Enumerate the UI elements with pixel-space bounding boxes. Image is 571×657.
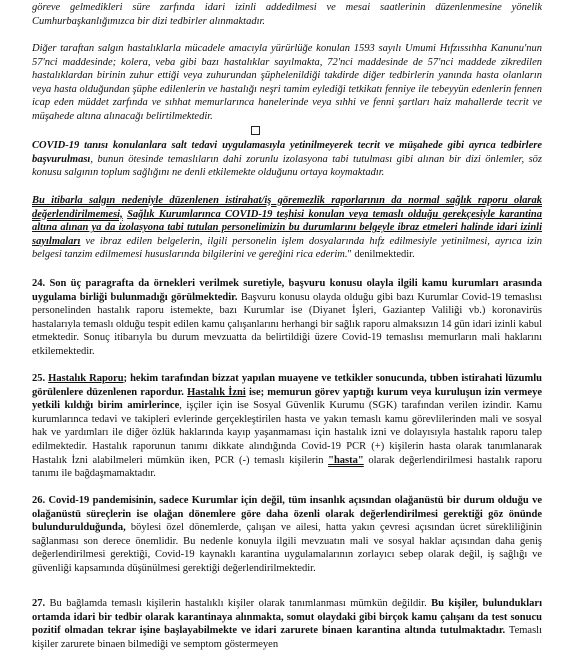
paragraph-text: göreve gelmedikleri süre zarfında idari izinli addedilmesi ve mesai saatlerinin düzenlenmesine yönelik Cumhurbaşkanlığımızca bir dizi tedbirler alınmaktadır. — [32, 2, 542, 27]
term-hastalik-raporu: Hastalık Raporu — [48, 373, 124, 384]
paragraph-text: Bu bağlamda temaslı kişilerin hastalıklı kişiler olarak tanımlanması mümkün değildir. — [45, 598, 432, 609]
bold-emphasis: ; hekim tarafından bizzat yapılan muayene ve tetkikler sonucunda, tıbben istirahati lüzumlu görülenlere düzenlenen rapordur. — [32, 373, 543, 398]
term-hastalik-izni: Hastalık İzni — [187, 386, 246, 398]
paragraph-text: Temaslı kişiler zarurete binaen bilmediği ve semptom göstermeyen — [32, 625, 542, 650]
bold-emphasis: ise; memurun görev yaptığı kurum veya kuruluşun izin vermeye yetkili kıldığı birim amirlerince — [32, 386, 543, 412]
paragraph-text: , bunun ötesinde temaslıların dahi zorunlu izolasyona tabi tutulması gibi alınan bir dizi önlemler, söz konusu salgının toplum sağlığını ne denli etkilemekte olduğunu ortaya koymaktadır. — [32, 153, 542, 179]
paragraph-27 — [32, 597, 542, 651]
bold-emphasis: Covid-19 pandemisinin, sadece Kurumlar için değil, tüm insanlık açısından olağanüstü bir durum olduğu ve olağanüstü süreçlerin ise olağan dönemlere göre daha özenli olarak değerlendirilmesi gerektiği göz önünde bulundurulduğunda, — [32, 495, 542, 534]
paragraph-text: Diğer taraftan salgın hastalıklarla mücadele amacıyla yürürlüğe konulan 1593 sayılı Umumi Hıfzıssıhha Kanunu'nun 57'nci maddesinde; kolera, veba gibi bazı hastalıklar sayılmakta, 72'nci maddesinde de 57'nci maddede zikredilen hastalıklardan birinin zuhur ettiği veya zuhurundan şüphelenildiği takdirde diğer tedbirlerin yanında hasta olanların veya hasta olduğundan şüphe edilenlerin ve hastalığı neşri tamim eylediği tetkikatı fenniye ile tebeyyün edenlerin fennen icap eden müddet zarfında ve sıhhat memurlarınca hanelerinde veya sıhhi ve fenni şartları haiz mahallerde tecrit ve müşahede altına alınacağı belirtilmektedir. — [32, 43, 542, 122]
paragraph-number: 25. — [32, 373, 46, 384]
paragraph-intro-continuation — [32, 1, 542, 28]
bold-emphasis: COVID-19 tanısı konulanlara salt tedavi uygulamasıyla yetinilmeyerek tecrit ve müşahede gibi ayrıca tedbirlere başvurulması — [32, 140, 542, 165]
paragraph-text: Başvuru konusu olayda olduğu gibi bazı Kurumlar Covid-19 temaslısı personelinden hastalık raporu istemekte, bazı Kurumlar ise (Diyanet İşleri, Gaziantep Valiliği vb.) koronavirüs hastalarıyla temaslı olduğu tespit edilen kamu çalışanlarını herhangi bir sağlık raporu almaksızın 14 gün idari izinli kabul etmektedir. Sonuç itibarıyla bu durum mevzuatta da belirtildiği üzere Covid-19 temaslısı memurların mali haklarını etkilemektedir. — [32, 291, 542, 357]
underlined-emphasis: Sağlık Kurumlarınca COVID-19 teşhisi konulan veya temaslı olduğu gerekçesiyle karantina altına alınan ya da izolasyona tabi tutulan personelimizin bu durumlarını belgeyle ibraz etmeleri halinde idari izinli sayılmaları — [32, 208, 542, 247]
paragraph-text: böylesi özel dönemlerde, çalışan ve ailesi, hatta yakın çevresi açısından ücret sürekliliğinin sağlanması son derece önemlidir. Bu nedenle konuyla ilgili mevzuatın mali ve sosyal haklar açısından daha geniş değerlendirilmesi gerektiği, Covid-19 kaynaklı karantina uygulamalarının zorlayıcı sebep olarak değil, iş sağlığı ve güvenliği kapsamında düşünülmesi gerektiği değerlendirilmektedir. — [32, 522, 542, 574]
paragraph-text: ve ibraz edilen belgelerin, ilgili personelin işlem dosyalarında hıfz edilmesiyle yetinilmesi, ayrıca izin belgesi tanzim edilmemesi hususlarında bilgilerini ve gereğini rica ederim. — [32, 235, 542, 261]
paragraph-number: 27. — [32, 598, 46, 609]
paragraph-24 — [32, 277, 542, 359]
bold-emphasis: Son üç paragrafta da örnekleri verilmek suretiyle, başvuru konusu olayla ilgili kamu kurumları arasında uygulama birliği bulunmadığı görülmektedir. — [32, 278, 542, 303]
paragraph-25 — [32, 372, 542, 481]
paragraph-text: , işçiler için ise Sosyal Güvenlik Kurumu (SGK) tarafından verilen izindir. Kamu kurumlarınca tedavi ve takipleri evlerinde gerçekleştirilen hasta ve yakın temaslı kamu görevlilerinden mali ve sosyal hak ve yardımları ile diğer özlük haklarında kayıp yaşanmaması için hastalık izni ve dolayısıyla hastalık raporu talep edilmektedir. Hastalık raporunun tanımı dikkate alındığında Covid-19 PCR (+) kişilerin hasta olarak tanımlanarak Hastalık İzni alabilmeleri mümkün iken, PCR (-) temaslı kişilerin — [32, 400, 542, 466]
paragraph-number: 26. — [32, 495, 46, 506]
paragraph-text: olarak değerlendirilmesi hastalık raporu tanımı ile bağdaşmamaktadır. — [32, 454, 542, 480]
paragraph-sick-report-quote — [32, 194, 542, 262]
term-hasta: "hasta" — [328, 454, 364, 466]
bold-emphasis: Bu kişiler, bulundukları ortamda idari bir tedbir olarak karantinaya alınmakta, somut olaydaki gibi birçok kamu çalışanı da test sonucu pozitif olmadan tekrar işine başlayabilmekte ve idari zarurete binaen karantina altında tutulmaktadır. — [32, 598, 543, 637]
double-underlined-emphasis: Bu itibarla salgın nedeniyle düzenlenen istirahat/iş göremezlik raporlarının da normal sağlık raporu olarak değerlendirilmemesi, — [32, 195, 542, 220]
paragraph-covid-isolation — [32, 139, 542, 180]
quote-closing: " denilmektedir. — [347, 249, 415, 261]
paragraph-hifzissihha-law — [32, 42, 542, 124]
paragraph-number: 24. — [32, 278, 46, 289]
checkbox-marker[interactable] — [251, 126, 260, 135]
paragraph-26 — [32, 494, 542, 576]
